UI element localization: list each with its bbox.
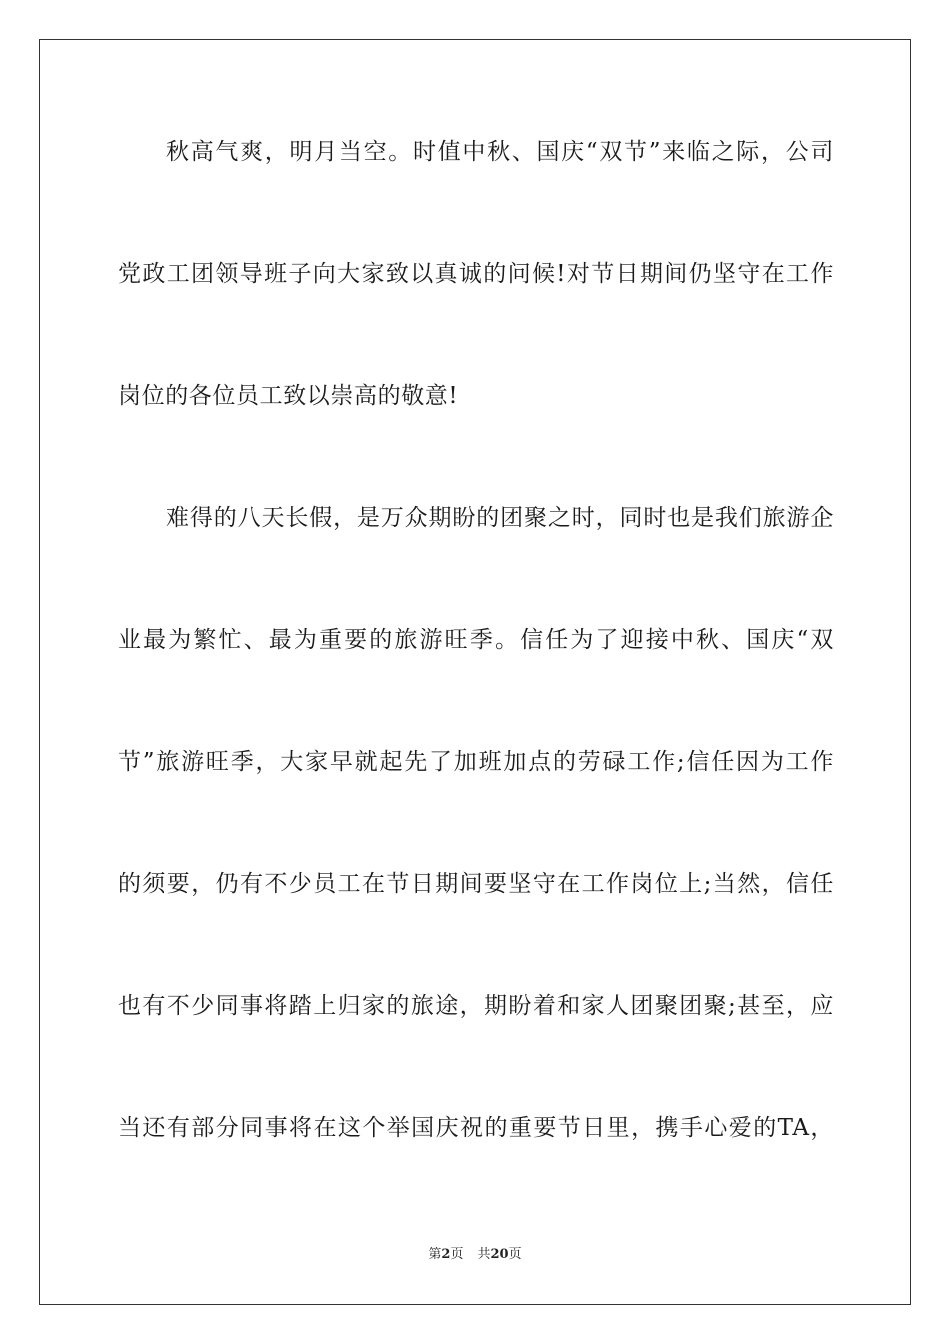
page-footer [0, 1246, 950, 1264]
paragraph-2-line-4: 的须要，仍有不少员工在节日期间要坚守在工作岗位上;当然，信任 [118, 871, 834, 897]
page-suffix: 页 [450, 1247, 464, 1262]
paragraph-1-line-2: 党政工团领导班子向大家致以真诚的问候!对节日期间仍坚守在工作 [118, 261, 834, 287]
paragraph-2-line-5: 也有不少同事将踏上归家的旅途，期盼着和家人团聚团聚;甚至，应 [118, 993, 834, 1019]
paragraph-2-line-2: 业最为繁忙、最为重要的旅游旺季。信任为了迎接中秋、国庆“双 [118, 627, 834, 653]
page-number: 2 [441, 1247, 451, 1262]
paragraph-2-line-6: 当还有部分同事将在这个举国庆祝的重要节日里，携手心爱的TA， [118, 1115, 834, 1141]
paragraph-1-line-3: 岗位的各位员工致以崇高的敬意! [118, 383, 459, 409]
paragraph-2-line-3: 节”旅游旺季，大家早就起先了加班加点的劳碌工作;信任因为工作 [118, 749, 834, 775]
paragraph-1-line-1: 秋高气爽，明月当空。时值中秋、国庆“双节”来临之际，公司 [166, 139, 834, 165]
total-prefix: 共 [477, 1247, 491, 1262]
paragraph-2-line-1: 难得的八天长假，是万众期盼的团聚之时，同时也是我们旅游企 [166, 505, 834, 531]
total-suffix: 页 [508, 1247, 522, 1262]
page-prefix: 第 [428, 1247, 442, 1262]
total-pages: 20 [490, 1247, 509, 1262]
